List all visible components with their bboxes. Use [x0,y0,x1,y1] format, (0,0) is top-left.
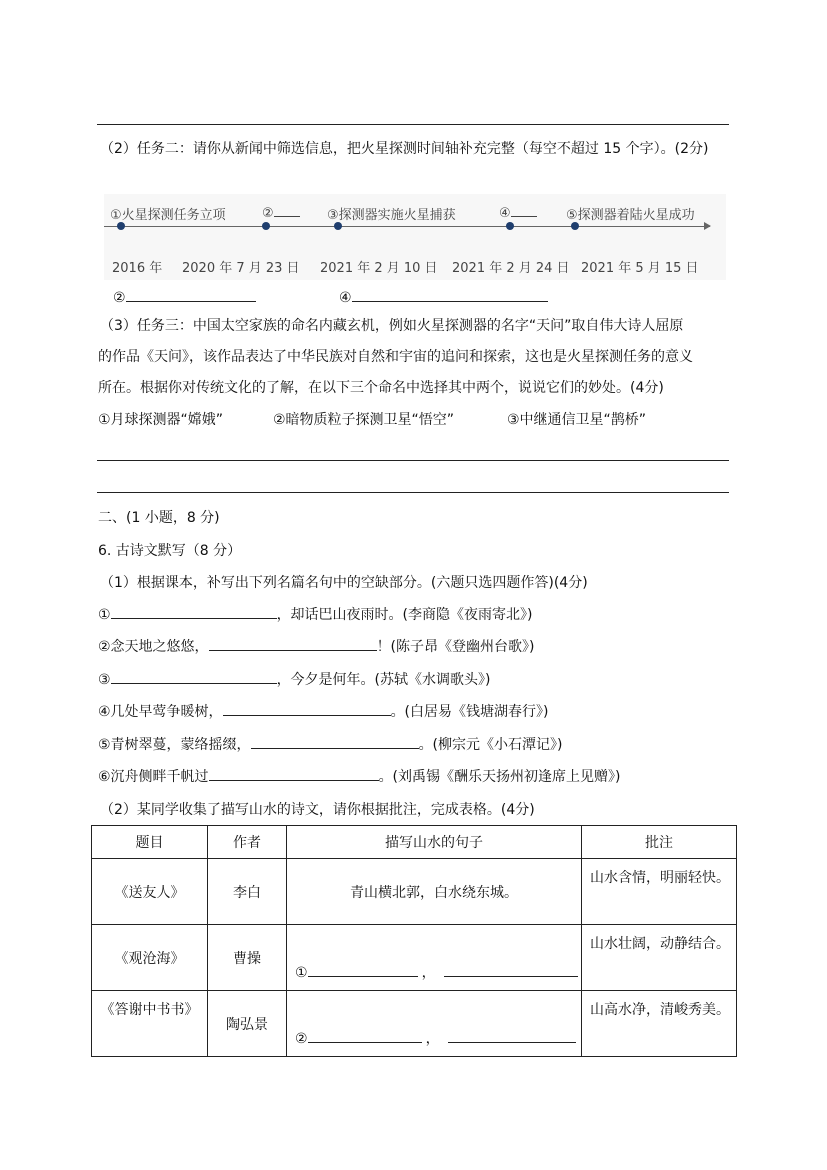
fill-item-4[interactable]: ④几处早莺争暖树， 。(白居易《钱塘湖春行》) [98,701,549,721]
answer-line-1[interactable] [97,460,729,461]
task3-line-3: 所在。根据你对传统文化的了解，在以下三个命名中选择其中两个，说说它们的妙处。(4分) [98,380,664,396]
timeline-date-1: 2016 年 [112,261,163,276]
task3-option-2: ②暗物质粒子探测卫星“悟空” [273,412,455,428]
timeline-axis [104,226,710,227]
timeline-date-5: 2021 年 5 月 15 日 [581,261,699,276]
row-note: 山高水净，清峻秀美。 [582,991,737,1057]
row-sentence-blank[interactable]: ② ， [287,991,582,1057]
timeline-dot [571,222,579,230]
row-author: 陶弘景 [208,991,287,1057]
top-rule [97,124,729,125]
timeline-arrow-icon [704,222,711,230]
section-heading: 二、(1 小题，8 分) [98,510,220,526]
timeline-dot [262,222,270,230]
timeline-date-3: 2021 年 2 月 10 日 [320,261,438,276]
question-6-part-1: （1）根据课本，补写出下列名篇名句中的空缺部分。(六题只选四题作答)(4分) [100,575,588,591]
question-6-title: 6. 古诗文默写（8 分） [98,543,242,559]
answer-blank-2[interactable]: ② [113,287,256,306]
header-title: 题目 [92,826,208,859]
row-author: 李白 [208,859,287,925]
fill-item-3[interactable]: ③ ，今夕是何年。(苏轼《水调歌头》) [98,669,491,689]
question-6-part-2: （2）某同学收集了描写山水的诗文，请你根据批注，完成表格。(4分) [100,802,535,818]
table-row [92,991,737,1057]
row-title: 《观沧海》 [92,925,208,991]
header-note: 批注 [582,826,737,859]
poetry-table [91,825,737,1057]
header-author: 作者 [208,826,287,859]
fill-item-2[interactable]: ②念天地之悠悠， ！(陈子昂《登幽州台歌》) [98,636,535,656]
fill-item-6[interactable]: ⑥沉舟侧畔千帆过 。(刘禹锡《酬乐天扬州初逢席上见赠》) [98,766,621,786]
table-row [92,925,737,991]
fill-item-1[interactable]: ① ，却话巴山夜雨时。(李商隐《夜雨寄北》) [98,604,533,624]
task3-line-1: （3）任务三：中国太空家族的命名内藏玄机，例如火星探测器的名字“天问”取自伟大诗人屈原 [100,318,684,334]
header-sentence: 描写山水的句子 [287,826,582,859]
timeline-date-2: 2020 年 7 月 23 日 [182,261,300,276]
timeline-node-2: ② [262,204,300,221]
fill-item-5[interactable]: ⑤青树翠蔓，蒙络摇缀， 。(柳宗元《小石潭记》) [98,734,563,754]
task3-line-2: 的作品《天问》，该作品表达了中华民族对自然和宇宙的追问和探索，这也是火星探测任务的意义 [98,349,693,365]
row-sentence: 青山横北郭，白水绕东城。 [287,859,582,925]
task3-option-3: ③中继通信卫星“鹊桥” [507,412,647,428]
mars-timeline [104,194,726,280]
timeline-node-1: ①火星探测任务立项 [110,208,226,223]
task2-instruction: （2）任务二：请你从新闻中筛选信息，把火星探测时间轴补充完整（每空不超过 15 个字）。(2分) [100,141,709,157]
table-header-row [92,826,737,859]
answer-line-2[interactable] [97,492,729,493]
timeline-date-4: 2021 年 2 月 24 日 [452,261,570,276]
row-title: 《送友人》 [92,859,208,925]
timeline-dot [506,222,514,230]
row-author: 曹操 [208,925,287,991]
row-note: 山水壮阔，动静结合。 [582,925,737,991]
timeline-node-4: ④ [499,204,537,221]
task3-option-1: ①月球探测器“嫦娥” [98,412,224,428]
timeline-node-5: ⑤探测器着陆火星成功 [566,208,695,223]
row-title: 《答谢中书书》 [92,991,208,1057]
table-row [92,859,737,925]
answer-blank-4[interactable]: ④ [339,287,548,306]
timeline-dot [117,222,125,230]
timeline-dot [334,222,342,230]
row-sentence-blank[interactable]: ① ， [287,925,582,991]
timeline-node-3: ③探测器实施火星捕获 [327,208,456,223]
row-note: 山水含情，明丽轻快。 [582,859,737,925]
